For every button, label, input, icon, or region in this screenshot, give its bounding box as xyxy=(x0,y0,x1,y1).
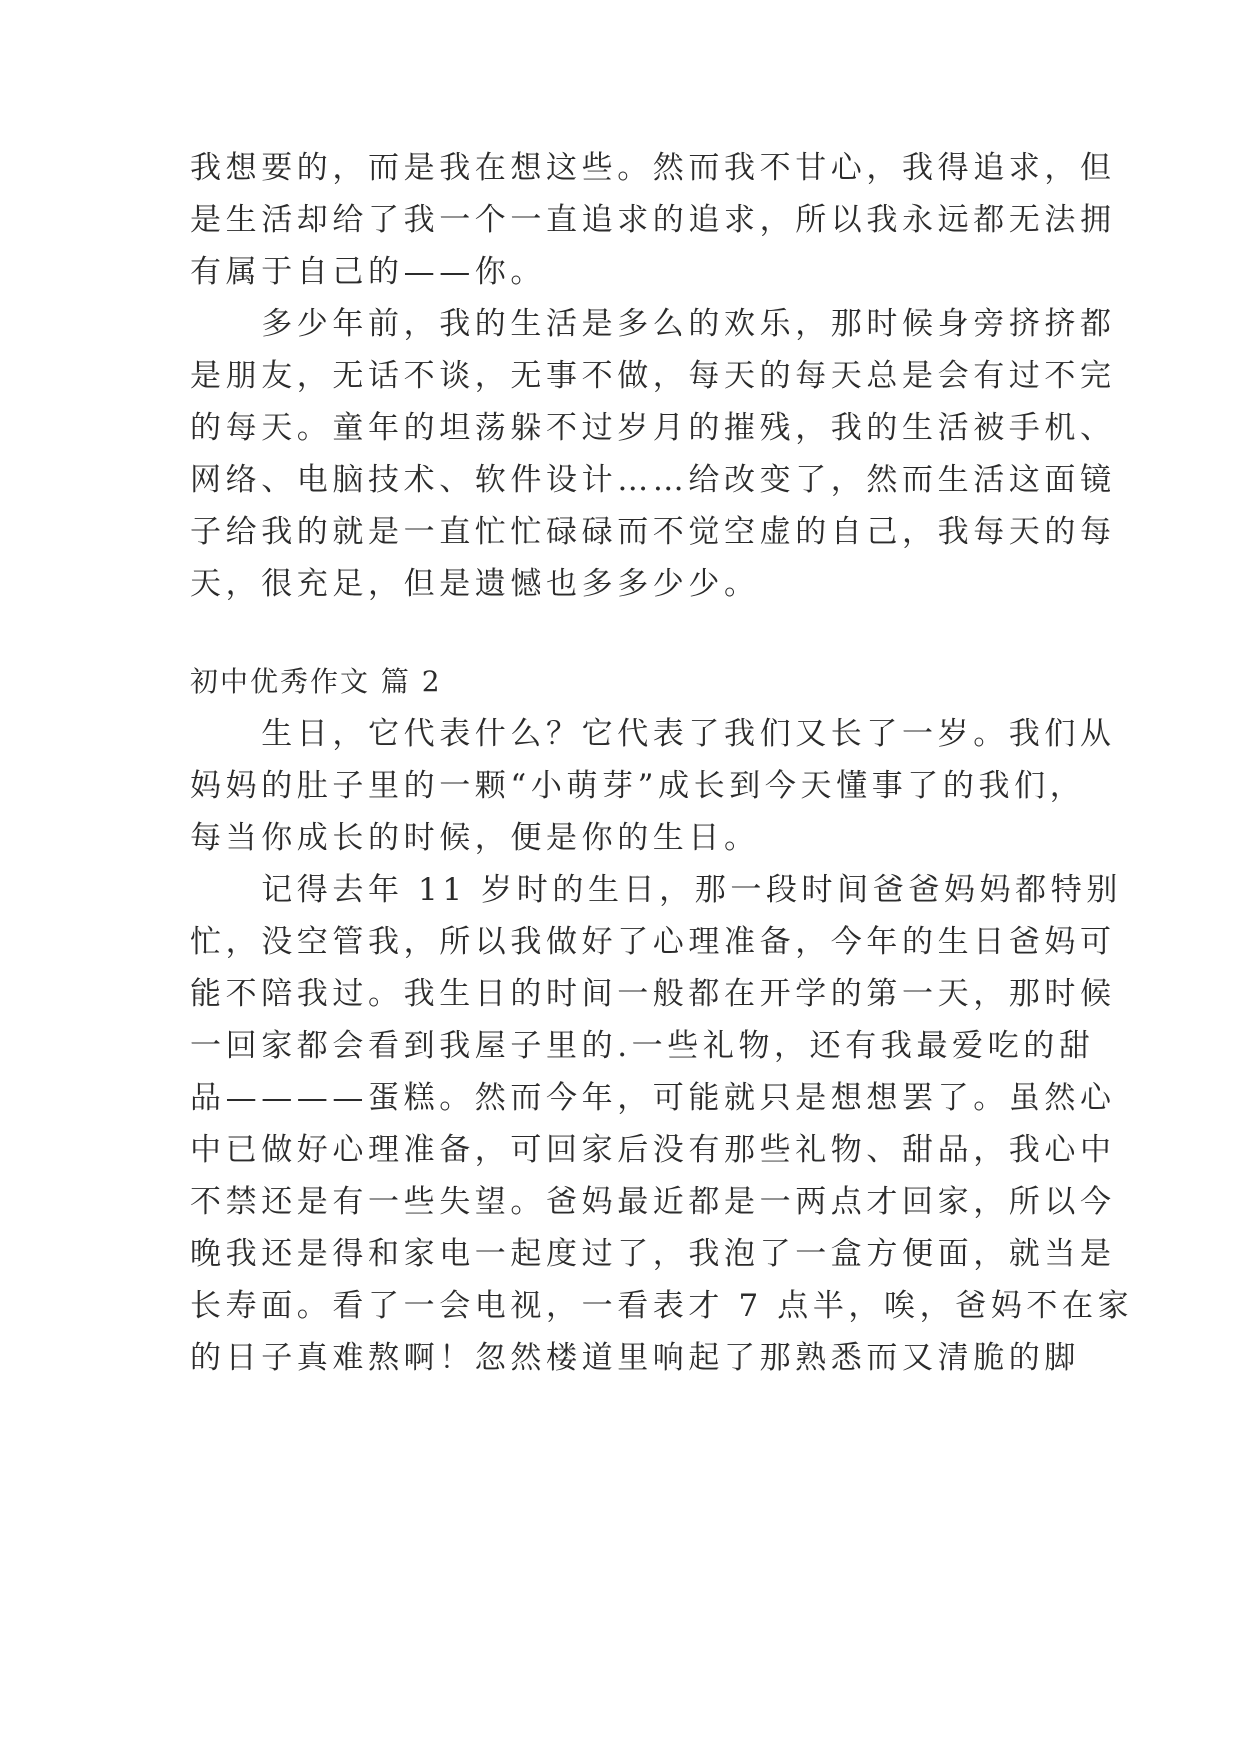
paragraph-line: 多少年前，我的生活是多么的欢乐，那时候身旁挤挤都 xyxy=(190,306,1116,342)
paragraph-line: 不禁还是有一些失望。爸妈最近都是一两点才回家，所以今 xyxy=(190,1184,1116,1220)
section-heading: 初中优秀作文 篇 2 xyxy=(190,665,442,698)
paragraph-line: 的每天。童年的坦荡躲不过岁月的摧残，我的生活被手机、 xyxy=(190,410,1116,446)
paragraph-line: 记得去年 11 岁时的生日，那一段时间爸爸妈妈都特别 xyxy=(190,872,1122,908)
paragraph-line: 是生活却给了我一个一直追求的追求，所以我永远都无法拥 xyxy=(190,202,1116,238)
paragraph-line: 妈妈的肚子里的一颗“小萌芽”成长到今天懂事了的我们， xyxy=(190,768,1086,804)
paragraph-line: 每当你成长的时候，便是你的生日。 xyxy=(190,820,760,856)
paragraph-line: 长寿面。看了一会电视，一看表才 7 点半，唉，爸妈不在家 xyxy=(190,1288,1134,1324)
paragraph-line: 品————蛋糕。然而今年，可能就只是想想罢了。虽然心 xyxy=(190,1080,1116,1116)
paragraph-line: 天，很充足，但是遗憾也多多少少。 xyxy=(190,566,760,602)
paragraph-line: 我想要的，而是我在想这些。然而我不甘心，我得追求，但 xyxy=(190,150,1116,186)
paragraph-line: 子给我的就是一直忙忙碌碌而不觉空虚的自己，我每天的每 xyxy=(190,514,1116,550)
paragraph-line: 能不陪我过。我生日的时间一般都在开学的第一天，那时候 xyxy=(190,976,1116,1012)
paragraph-line: 的日子真难熬啊！忽然楼道里响起了那熟悉而又清脆的脚 xyxy=(190,1340,1080,1376)
paragraph-line: 是朋友，无话不谈，无事不做，每天的每天总是会有过不完 xyxy=(190,358,1116,394)
paragraph-line: 有属于自己的——你。 xyxy=(190,254,546,290)
paragraph-line: 晚我还是得和家电一起度过了，我泡了一盒方便面，就当是 xyxy=(190,1236,1116,1272)
paragraph-line: 一回家都会看到我屋子里的.一些礼物，还有我最爱吃的甜 xyxy=(190,1028,1095,1064)
paragraph-line: 网络、电脑技术、软件设计……给改变了，然而生活这面镜 xyxy=(190,462,1116,498)
paragraph-line: 中已做好心理准备，可回家后没有那些礼物、甜品，我心中 xyxy=(190,1132,1116,1168)
paragraph-line: 生日，它代表什么？它代表了我们又长了一岁。我们从 xyxy=(190,716,1116,752)
paragraph-line: 忙，没空管我，所以我做好了心理准备，今年的生日爸妈可 xyxy=(190,924,1116,960)
